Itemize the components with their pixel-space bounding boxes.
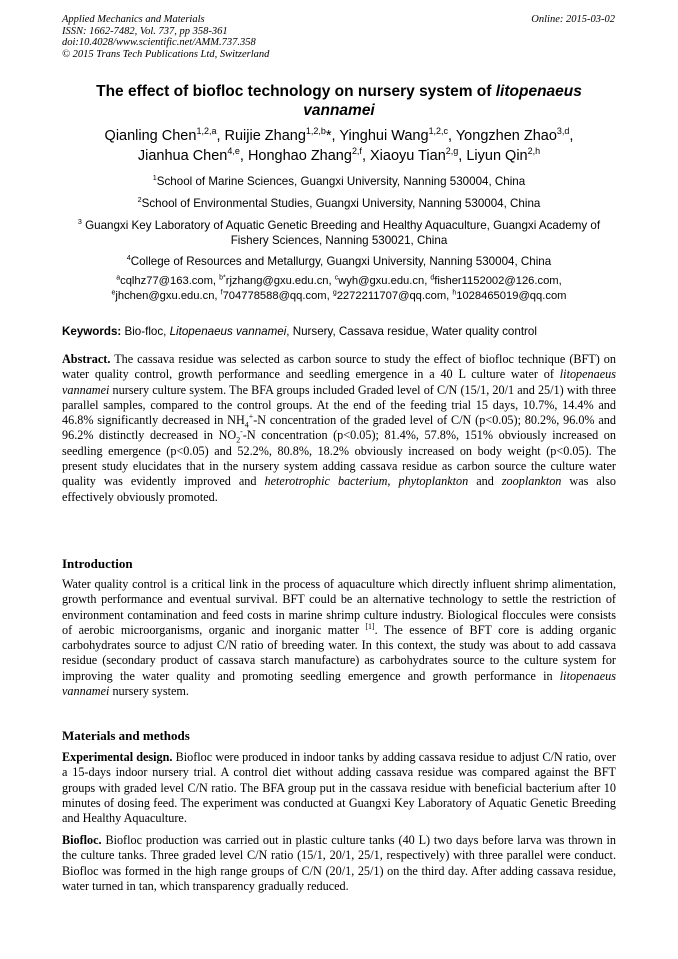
affiliation: $^3$ Guangxi Key Laboratory of Aquatic Genetic Breeding and Healthy Aquaculture, Guangxi Academy of Fishery Sciences, Nanning 530021, China	[77, 217, 601, 247]
title-main: The effect of biofloc technology on nursery system of	[96, 83, 496, 100]
email[interactable]: $^e$jhchen@gxu.edu.cn,	[111, 289, 221, 302]
email[interactable]: $^c$wyh@gxu.edu.cn,	[334, 274, 431, 287]
paper-title	[62, 82, 616, 120]
author: Qianling Chen$^{1,2,a}$,	[104, 126, 225, 144]
methods-experimental-design: Experimental design. Biofloc were produced in indoor tanks by adding cassava residue to adjust C/N ratio, over a 15-days indoor nursery trial. A control diet without adding cassava residue was compared against the BFT groups with graded level C/N ratio. The BFA group put in the cassava residue with beneficial bacterium after 10 minutes of dosing feed. The experiment was conducted at Guangxi Key Laboratory of Aquatic Genetic Breeding and Healthy Aquaculture.	[62, 750, 616, 826]
author: Yinghui Wang$^{1,2,c}$,	[339, 126, 456, 144]
email[interactable]: $^d$fisher1152002@126.com,	[430, 274, 562, 287]
author: Liyun Qin$^{2,h}$	[466, 145, 541, 164]
email[interactable]: $^h$1028465019@qq.com	[452, 289, 567, 302]
author: Xiaoyu Tian$^{2,g}$,	[370, 145, 467, 164]
journal-copyright: © 2015 Trans Tech Publications Ltd, Switzerland	[62, 48, 270, 60]
keywords: Keywords: Bio-floc, Litopenaeus vannamei, Nursery, Cassava residue, Water quality control	[62, 325, 537, 338]
introduction-paragraph: Water quality control is a critical link in the process of aquaculture which directly influent shrimp alimentation, growth performance and eventual survival. BFT could be an alternative technology to settle the restriction of environment contamination and feed costs in marine shrimp culture industry. Biological floccules were consists of aerobic microorganisms, organic and inorganic matter [1]. The essence of BFT core is adding organic carbohydrates source to adjust C/N ratio of breeding water. In this context, the study was about to add cassava residue (secondary product of cassava starch manufacture) as carbohydrates source to the culture system for improving the water quality and promoting seedling emergence and growth performance in litopenaeus vannamei nursery system.	[62, 577, 616, 699]
affiliation: $^1$School of Marine Sciences, Guangxi University, Nanning 530004, China	[152, 173, 526, 188]
online-date: Online: 2015-03-02	[531, 14, 615, 25]
author: Yongzhen Zhao$^{3,d}$,	[455, 126, 574, 144]
journal-name: Applied Mechanics and Materials	[62, 14, 205, 25]
citation-ref[interactable]: [1]	[365, 621, 375, 631]
email[interactable]: $^a$cqlhz77@163.com,	[116, 274, 220, 287]
email[interactable]: $^{b*}$rjzhang@gxu.edu.cn,	[219, 274, 335, 287]
abstract-label: Abstract.	[62, 352, 111, 366]
affiliation: $^2$School of Environmental Studies, Guangxi University, Nanning 530004, China	[137, 195, 541, 210]
methods-biofloc: Biofloc. Biofloc production was carried out in plastic culture tanks (40 L) two days before larva was thrown in the culture tanks. Three graded level C/N ratio (15/1, 20/1, 25/1, respectively) with three parallel were conduct. Biofloc was formed in the high range groups of C/N (20/1, 25/1) on the third day. After adding cassava residue, water turned in tan, which transparency gradually reduced.	[62, 833, 616, 893]
keywords-label: Keywords:	[62, 325, 122, 338]
email[interactable]: $^f$704778588@qq.com,	[220, 289, 333, 302]
journal-header	[62, 14, 269, 60]
journal-doi: doi:10.4028/www.scientific.net/AMM.737.358	[62, 37, 256, 49]
author: Jianhua Chen$^{4,e}$,	[137, 145, 248, 164]
section-heading-introduction: Introduction	[62, 556, 133, 571]
email-list	[62, 274, 616, 304]
author: Honghao Zhang$^{2,f}$,	[247, 145, 370, 164]
title-species: litopenaeus vannamei	[303, 83, 582, 119]
journal-issn: ISSN: 1662-7482, Vol. 737, pp 358-361	[62, 25, 228, 37]
email[interactable]: $^g$2272211707@qq.com,	[332, 289, 453, 302]
author-list	[62, 127, 616, 166]
author: Ruijie Zhang$^{1,2,b}$*,	[224, 126, 340, 144]
section-heading-methods: Materials and methods	[62, 728, 190, 743]
abstract: Abstract. The cassava residue was selected as carbon source to study the effect of biofloc technique (BFT) on water quality control, growth performance and seedling emergence in a 40 L culture water of litopenaeus vannamei nursery culture system. The BFA groups included Graded level of C/N (15/1, 20/1 and 25/1) with three parallel samples, compared to the control groups. At the end of the feeding trial 15 days, 10.7%, 14.4% and 46.8% significantly decreased in $NH_4^+-N$ concentration of the graded level of C/N (p<0.05); 80.2%, 96.0% and 96.2% distinctly decreased in $NO_2^--N$ concentration (p<0.05); 81.4%, 57.8%, 151% obviously increased on seedling emergence (p<0.05) and 52.2%, 80.8%, 18.2% obviously increased on body weight (p<0.05). The present study elucidates that in the nursery system adding cassava residue as carbon source the culture water quality was evidently improved and heterotrophic bacterium, phytoplankton and zooplankton was also effectively obviously promoted.	[62, 352, 617, 504]
affiliation: $^4$College of Resources and Metallurgy, Guangxi University, Nanning 530004, China	[126, 253, 552, 268]
